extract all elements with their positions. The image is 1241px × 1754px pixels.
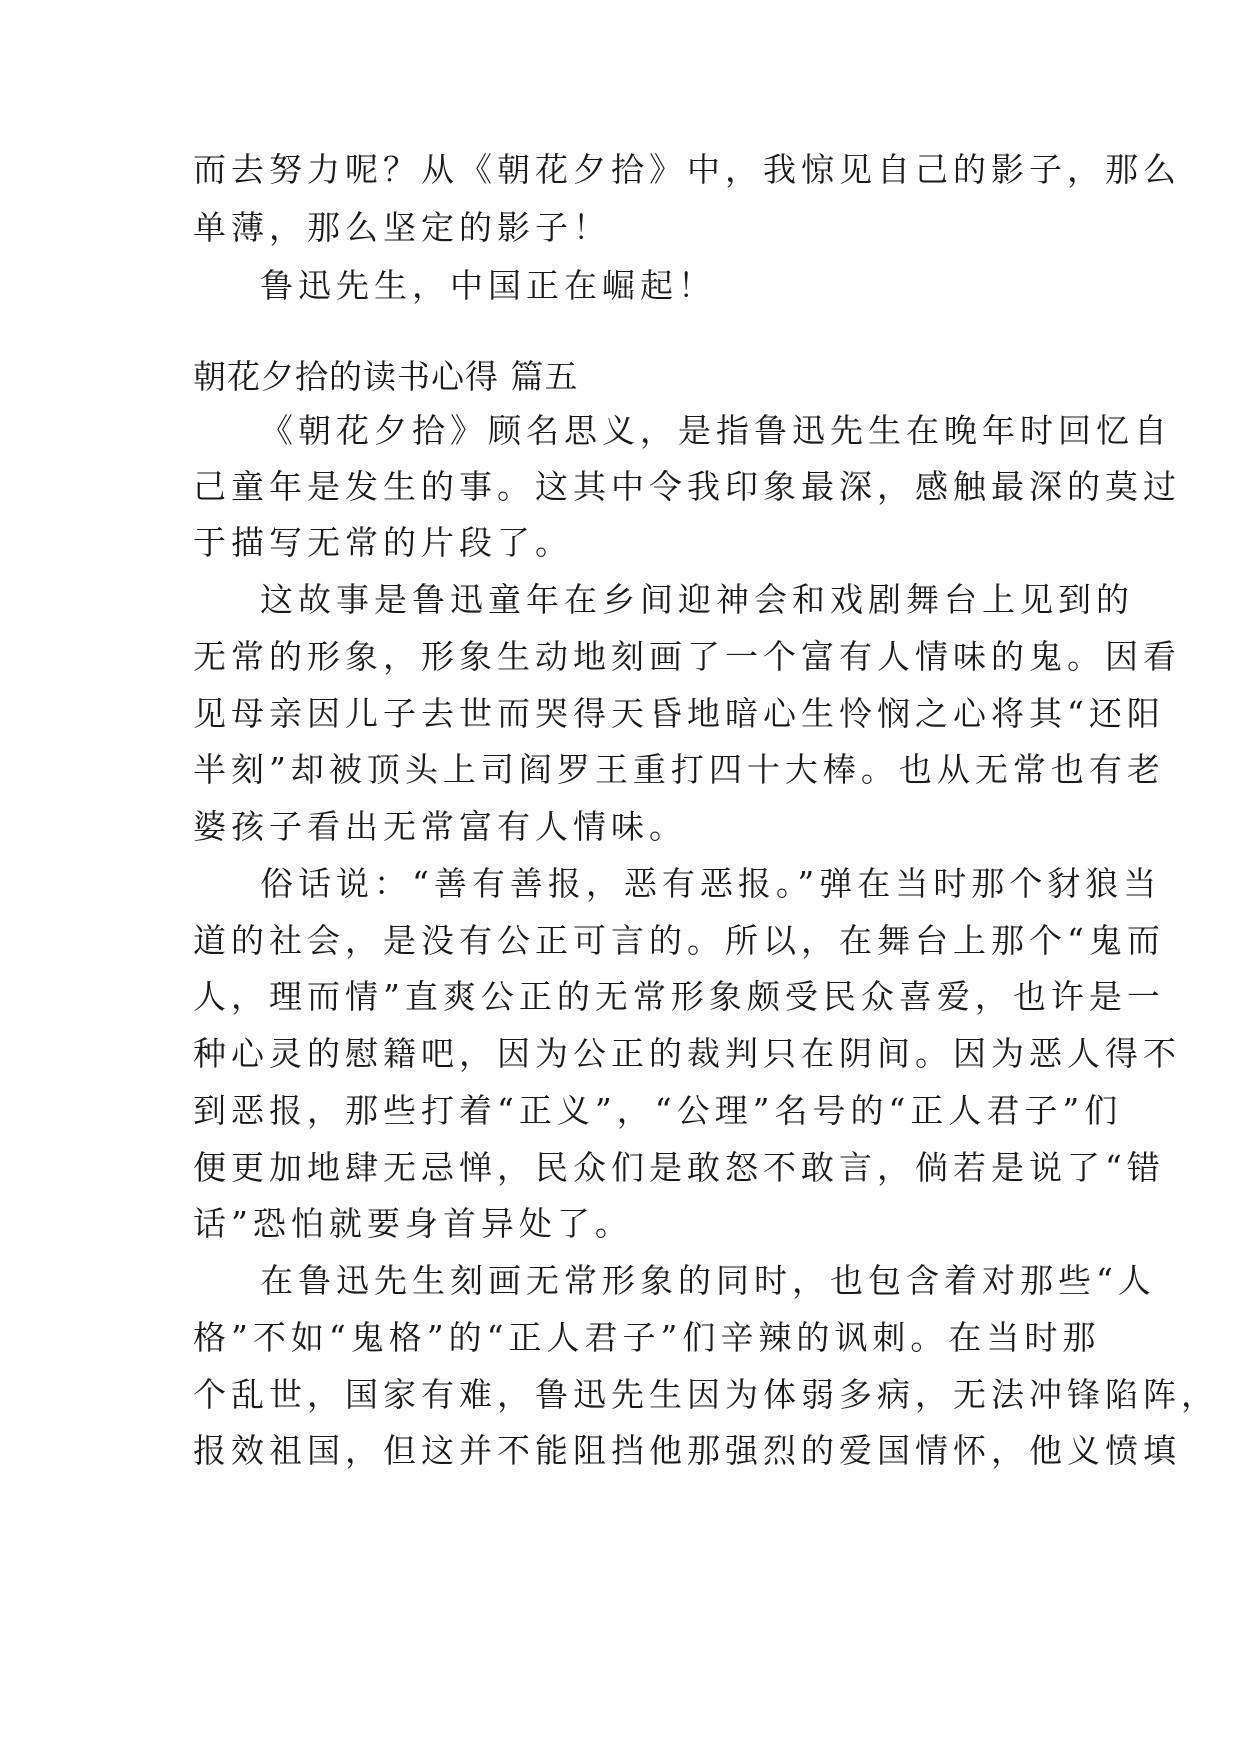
text-line: 格”不如“鬼格”的“正人君子”们辛辣的讽刺。在当时那 [193,1318,1101,1357]
text-line: 《朝花夕拾》顾名思义，是指鲁迅先生在晚年时回忆自 [260,411,1172,450]
text-line: 而去努力呢？从《朝花夕拾》中，我惊见自己的影子，那么 [193,150,1181,189]
text-line: 鲁迅先生，中国正在崛起！ [260,266,716,305]
text-line: 个乱世，国家有难，鲁迅先生因为体弱多病，无法冲锋陷阵， [193,1375,1219,1414]
text-line: 婆孩子看出无常富有人情味。 [193,807,687,846]
text-line: 种心灵的慰籍吧，因为公正的裁判只在阴间。因为恶人得不 [193,1034,1181,1073]
text-line: 见母亲因儿子去世而哭得天昏地暗心生怜悯之心将其“还阳 [193,694,1165,733]
text-line: 话”恐怕就要身首异处了。 [193,1204,633,1243]
text-line: 人，理而情”直爽公正的无常形象颇受民众喜爱，也许是一 [193,977,1165,1016]
text-line: 半刻”却被顶头上司阎罗王重打四十大棒。也从无常也有老 [193,750,1165,789]
text-line: 无常的形象，形象生动地刻画了一个富有人情味的鬼。因看 [193,637,1181,676]
text-line: 在鲁迅先生刻画无常形象的同时，也包含着对那些“人 [260,1261,1156,1300]
text-line: 到恶报，那些打着“正义”，“公理”名号的“正人君子”们 [193,1091,1123,1130]
text-line: 于描写无常的片段了。 [193,523,573,562]
text-line: 报效祖国，但这并不能阻挡他那强烈的爱国情怀，他义愤填 [193,1431,1181,1470]
text-line: 便更加地肆无忌惮，民众们是敢怒不敢言，倘若是说了“错 [193,1148,1165,1187]
text-line: 己童年是发生的事。这其中令我印象最深，感触最深的莫过 [193,467,1181,506]
text-line: 俗话说：“善有善报，恶有恶报。”弹在当时那个豺狼当 [260,864,1162,903]
text-line: 这故事是鲁迅童年在乡间迎神会和戏剧舞台上见到的 [260,580,1134,619]
section-heading: 朝花夕拾的读书心得 篇五 [193,357,579,396]
text-line: 道的社会，是没有公正可言的。所以，在舞台上那个“鬼而 [193,921,1165,960]
text-line: 单薄，那么坚定的影子！ [193,208,611,247]
